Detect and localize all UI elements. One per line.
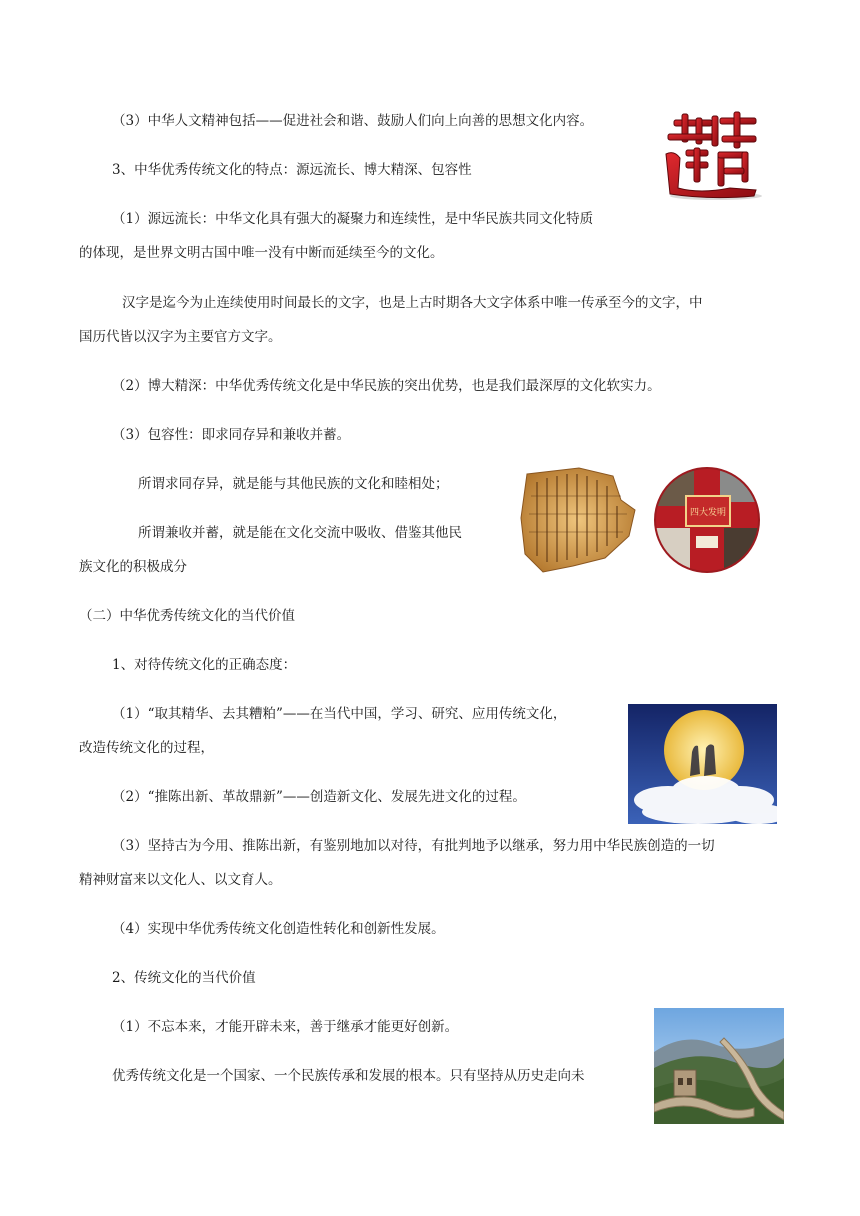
- great-wall-image: [654, 1008, 784, 1124]
- text-line: 族文化的积极成分: [79, 559, 187, 575]
- text-line: （2）博大精深：中华优秀传统文化是中华民族的突出优势，也是我们最深厚的文化软实力。: [112, 378, 661, 394]
- text-line: （3）包容性：即求同存异和兼收并蓄。: [112, 427, 351, 443]
- section-heading-contemporary: 2、传统文化的当代价值: [112, 970, 256, 986]
- calligraphy-seal-image: [660, 110, 768, 202]
- text-line: 优秀传统文化是一个国家、一个民族传承和发展的根本。只有坚持从历史走向未: [112, 1068, 585, 1084]
- text-line: 精神财富来以文化人、以文育人。: [79, 872, 282, 888]
- text-line: （1）源远流长：中华文化具有强大的凝聚力和连续性，是中华民族共同文化特质: [112, 211, 594, 227]
- text-line: 所谓求同存异，就是能与其他民族的文化和睦相处；: [138, 476, 449, 492]
- text-line: 汉字是迄今为止连续使用时间最长的文字，也是上古时期各大文字体系中唯一传承至今的文字，中: [122, 295, 703, 311]
- section-heading-value: （二）中华优秀传统文化的当代价值: [79, 608, 295, 624]
- text-line: 改造传统文化的过程，: [79, 740, 214, 756]
- text-line: （1）“取其精华、去其糟粕”——在当代中国，学习、研究、应用传统文化，: [112, 706, 567, 722]
- text-line: （3）坚持古为今用、推陈出新，有鉴别地加以对待，有批判地予以继承，努力用中华民族创造的一切: [112, 838, 715, 854]
- text-line: （1）不忘本来，才能开辟未来，善于继承才能更好创新。: [112, 1019, 459, 1035]
- text-line: （2）“推陈出新、革故鼎新”——创造新文化、发展先进文化的过程。: [112, 789, 526, 805]
- section-heading-features: 3、中华优秀传统文化的特点：源远流长、博大精深、包容性: [112, 162, 472, 178]
- text-line: （4）实现中华优秀传统文化创造性转化和创新性发展。: [112, 921, 445, 937]
- ancient-manuscript-image: [517, 466, 637, 574]
- culture-collage-image: [650, 466, 764, 574]
- moon-lovers-image: [628, 704, 777, 824]
- text-line: 所谓兼收并蓄，就是能在文化交流中吸收、借鉴其他民: [138, 525, 462, 541]
- text-line: 的体现，是世界文明古国中唯一没有中断而延续至今的文化。: [79, 245, 444, 261]
- text-line: 国历代皆以汉字为主要官方文字。: [79, 329, 282, 345]
- text-line: （3）中华人文精神包括——促进社会和谐、鼓励人们向上向善的思想文化内容。: [112, 113, 594, 129]
- section-heading-attitude: 1、对待传统文化的正确态度：: [112, 657, 297, 673]
- collage-caption: 四大发明: [689, 508, 727, 518]
